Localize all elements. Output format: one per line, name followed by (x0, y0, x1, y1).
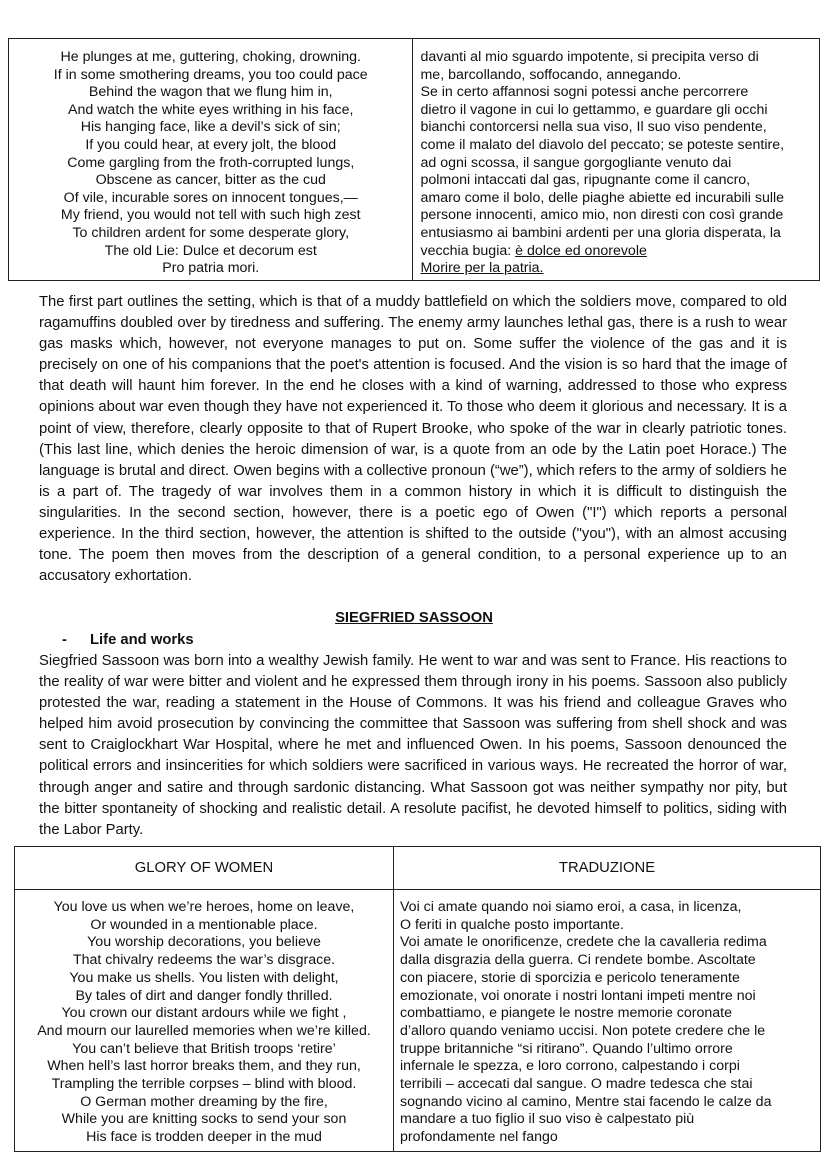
translation-line: combattiamo, e piangete le nostre memorie coronate (400, 1005, 733, 1022)
poem-line: He plunges at me, guttering, choking, drowning. (60, 49, 361, 65)
translation-line: davanti al mio sguardo impotente, si precipita verso di (420, 49, 759, 65)
poem-line: While you are knitting socks to send your son (61, 1111, 347, 1128)
owen-english-cell (9, 39, 413, 281)
translation-line: mandare a tuo figlio il suo viso è calpestato più (400, 1111, 695, 1128)
glory-english-cell (15, 890, 394, 1152)
poem-line: When hell’s last horror breaks them, and they run, (47, 1058, 361, 1075)
section-heading: SIEGFRIED SASSOON (335, 610, 493, 626)
translation-line: dietro il vagone in cui lo gettammo, e guardare gli occhi (420, 101, 768, 118)
translation-line: entusiasmo ai bambini ardenti per una gloria disperata, la (420, 224, 781, 241)
poem-line: You love us when we’re heroes, home on leave, (53, 899, 355, 915)
glory-of-women-table (14, 846, 821, 1152)
poem-line: To children ardent for some desperate glory, (72, 224, 350, 241)
poem-line: Pro patria mori. (162, 260, 260, 277)
poem-line: Trampling the terrible corpses – blind with blood. (51, 1076, 357, 1093)
poem-line: Of vile, incurable sores on innocent tongues,— (63, 189, 358, 206)
translation-line: emozionate, voi onorate i nostri lontani impeti mentre noi (400, 987, 756, 1004)
analysis-paragraph: The first part outlines the setting, which is that of a muddy battlefield on which the soldiers move, compared to old ragamuffins doubled over by tiredness and suffering. The enemy army launches lethal gas, there is a rush to wear gas masks which, however, not everyone manages to put on. Some suffer the violence of the gas and it is precisely on one of his companions that the poet's attention is focused. And the vision is so hard that the image of that death will haunt him forever. In the end he closes with a kind of warning, addressed to those who express opinions about war even though they have not experienced it. To those who deem it glorious and necessary. It is a point of view, therefore, clearly opposite to that of Rupert Brooke, who spoke of the war in clearly patriotic tones. (This last line, which denies the heroic dimension of war, is a quote from an ode by the Latin poet Horace.) The language is brutal and direct. Owen begins with a collective pronoun (“we”), which refers to the army of soldiers he is a part of. The tragedy of war involves them in a common history in which it is difficult to distinguish the singularities. In the second section, however, there is a poetic ego of Owen ("I") which reports a personal experience. In the third section, however, the attention is shifted to the outside ("you"), with an almost accusing tone. The poem then moves from the description of a general condition, to a personal experience up to an accusatory exhortation. (39, 294, 787, 585)
poem-analysis (39, 292, 787, 587)
sassoon-biography (39, 651, 787, 841)
translation-line: persone innocenti, amico mio, non diresti con così grande (420, 207, 784, 224)
translation-line: Voi amate le onorificenze, credete che la cavalleria redima (400, 934, 767, 951)
translation-line: me, barcollando, soffocando, annegando. (420, 66, 682, 83)
subsection-label: Life and works (90, 632, 194, 648)
translation-line: terribili – accecati dal sangue. O madre tedesca che stai (400, 1076, 753, 1093)
poem-line: His hanging face, like a devil’s sick of sin; (80, 119, 341, 136)
translation-header: TRADUZIONE (394, 847, 821, 890)
poem-line: His face is trodden deeper in the mud (86, 1129, 322, 1146)
poem-line: You crown our distant ardours while we fight , (61, 1005, 347, 1022)
poem-line: And watch the white eyes writhing in his face, (68, 101, 354, 118)
translation-line: profondamente nel fango (400, 1129, 558, 1146)
poem-line: If you could hear, at every jolt, the blood (85, 136, 337, 153)
poem-line: O German mother dreaming by the fire, (80, 1093, 328, 1110)
translation-line-start: vecchia bugia: (420, 242, 516, 259)
translation-line: Voi ci amate quando noi siamo eroi, a casa, in licenza, (400, 899, 742, 915)
translation-line (420, 243, 819, 261)
translation-line: truppe britanniche “si ritirano”. Quando l’ultimo orrore (400, 1040, 733, 1057)
poem-line: Behind the wagon that we flung him in, (88, 84, 333, 101)
translation-line: infernale le spezza, e loro corrono, calpestando i corpi (400, 1058, 740, 1075)
translation-line: bianchi contorcersi nella sua viso, Il suo viso pendente, (420, 119, 767, 136)
translation-line: polmoni intaccati dal gas, ripugnante come il cancro, (420, 172, 751, 189)
translation-line: amaro come il bolo, delle piaghe abiette ed incurabili sulle (420, 189, 785, 206)
translation-line: dalla disgrazia della guerra. Ci rendete bombe. Ascoltate (400, 952, 756, 969)
poem-line: If in some smothering dreams, you too could pace (53, 66, 368, 83)
translation-line: ad ogni scossa, il sangue gorgogliante venuto dai (420, 154, 732, 171)
poem-line: By tales of dirt and danger fondly thrilled. (75, 987, 333, 1004)
poem-line: That chivalry redeems the war’s disgrace. (72, 952, 336, 969)
poem-line: And mourn our laurelled memories when we’re killed. (37, 1022, 371, 1039)
translation-line: Se in certo affannosi sogni potessi anche percorrere (420, 84, 749, 101)
biography-paragraph: Siegfried Sassoon was born into a wealthy Jewish family. He went to war and was sent to France. His reactions to the reality of war were bitter and violent and he expressed them through irony in his poems. Sassoon also publicly protested the war, reading a statement in the House of Commons. It was his friend and colleague Graves who helped him avoid prosecution by convincing the committee that Sassoon was suffering from shell shock and was sent to Craiglockhart War Hospital, where he met and influenced Owen. In his poems, Sassoon denounced the political errors and insincerities for which soldiers were sacrificed in various ways. He recreated the horror of war, through anger and satire and through sardonic distancing. What Sassoon got was neither sympathy nor pity, but the bitter spontaneity of shocking and realistic detail. A resolute pacifist, he devoted himself to politics, siding with the Labor Party. (39, 653, 787, 838)
glory-italian-cell (394, 890, 821, 1152)
poem-line: Come gargling from the froth-corrupted lungs, (67, 154, 355, 171)
poem-line: You make us shells. You listen with delight, (69, 969, 339, 986)
owen-poem-table (8, 38, 820, 281)
poem-line: Or wounded in a mentionable place. (90, 916, 318, 933)
subsection-heading (62, 632, 194, 648)
translation-line: O feriti in qualche posto importante. (400, 916, 624, 933)
translation-line: con piacere, storie di sporcizia e pericolo teneramente (400, 969, 740, 986)
translation-line: d’alloro quando veniamo uccisi. Non potete credere che le (400, 1022, 766, 1039)
poem-line: My friend, you would not tell with such high zest (60, 207, 361, 224)
translation-line: come il malato del diavolo del peccato; se poteste sentire, (420, 136, 785, 153)
poem-title-header: GLORY OF WOMEN (15, 847, 394, 890)
poem-line: The old Lie: Dulce et decorum est (104, 242, 317, 259)
poem-line: You worship decorations, you believe (87, 934, 321, 951)
underlined-quote-end: Morire per la patria. (420, 260, 544, 277)
underlined-quote: è dolce ed onorevole (515, 242, 647, 259)
bullet-dash: - (62, 632, 67, 648)
translation-line: sognando vicino al camino, Mentre stai facendo le calze da (400, 1093, 772, 1110)
owen-italian-cell (413, 39, 820, 281)
poem-line: Obscene as cancer, bitter as the cud (95, 172, 326, 189)
poem-line: You can’t believe that British troops ‘retire’ (72, 1040, 336, 1057)
